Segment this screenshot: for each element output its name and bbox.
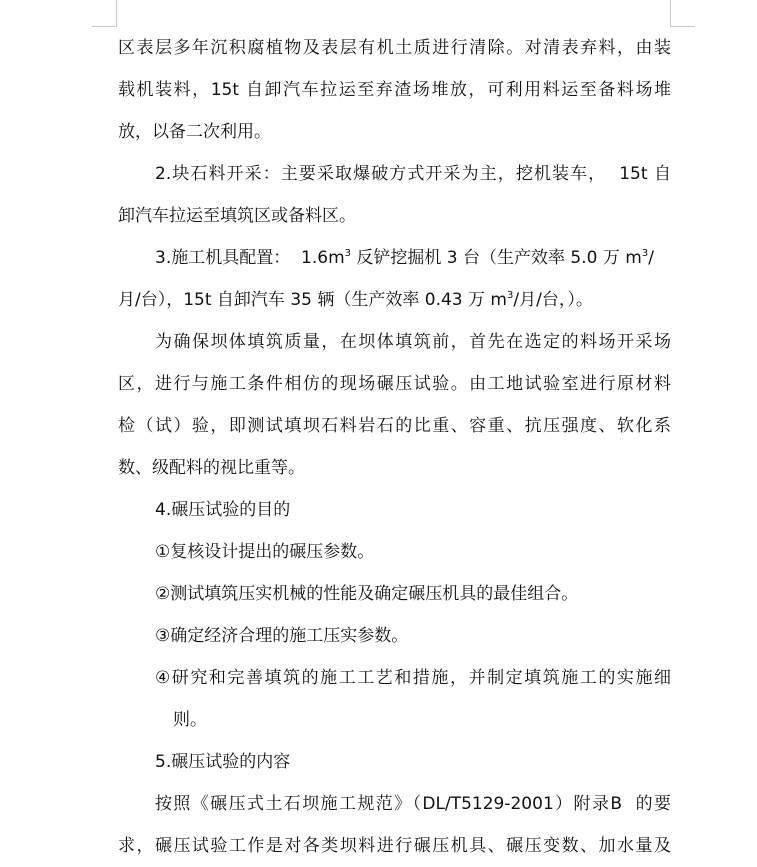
superscript: 3: [507, 290, 514, 301]
list-item: ②测试填筑压实机械的性能及确定碾压机具的最佳组合。: [155, 584, 579, 604]
text-line: 2.块石料开采：主要采取爆破方式开采为主，挖机装车， 15t 自: [155, 164, 671, 184]
text-line: 卸汽车拉运至填筑区或备料区。: [118, 206, 356, 226]
section-heading: 5.碾压试验的内容: [155, 752, 291, 772]
text-line: 按照《碾压式土石坝施工规范》（DL/T5129-2001）附录B 的要: [155, 794, 671, 814]
text-line: 放，以备二次利用。: [118, 122, 271, 142]
section-heading: 4.碾压试验的目的: [155, 500, 291, 520]
superscript: 3: [344, 248, 351, 259]
text-line: 3.施工机具配置： $1.6m^3$ 反铲挖掘机 3 台（生产效率 5.0 万 $m^3/$: [155, 248, 654, 268]
text-line: 检（试）验，即测试填坝石料岩石的比重、容重、抗压强度、软化系: [118, 416, 671, 436]
text-line: 为确保坝体填筑质量，在坝体填筑前，首先在选定的料场开采场: [155, 332, 671, 352]
superscript: 3: [641, 248, 649, 259]
list-item: ①复核设计提出的碾压参数。: [155, 542, 375, 562]
text-line: 载机装料，15t 自卸汽车拉运至弃渣场堆放，可利用料运至备料场堆: [118, 80, 671, 100]
text-line: 区表层多年沉积腐植物及表层有机土质进行清除。对清表弃料，由装: [118, 38, 671, 58]
text-line: 月/台），15t 自卸汽车 35 辆（生产效率 0.43 万 $m^3/$月/台，）。: [118, 290, 593, 310]
list-item: ③确定经济合理的施工压实参数。: [155, 626, 409, 646]
page-corner-mark-top-left: [92, 0, 117, 27]
page-corner-mark-top-right: [670, 0, 695, 27]
list-item: ④研究和完善填筑的施工工艺和措施，并制定填筑施工的实施细: [155, 668, 671, 688]
text-line: 区，进行与施工条件相仿的现场碾压试验。由工地试验室进行原材料: [118, 374, 671, 394]
text-line: 数、级配料的视比重等。: [118, 458, 305, 478]
list-item-continuation: 则。: [173, 710, 207, 730]
text-line: 求，碾压试验工作是对各类坝料进行碾压机具、碾压变数、加水量及: [118, 836, 671, 856]
